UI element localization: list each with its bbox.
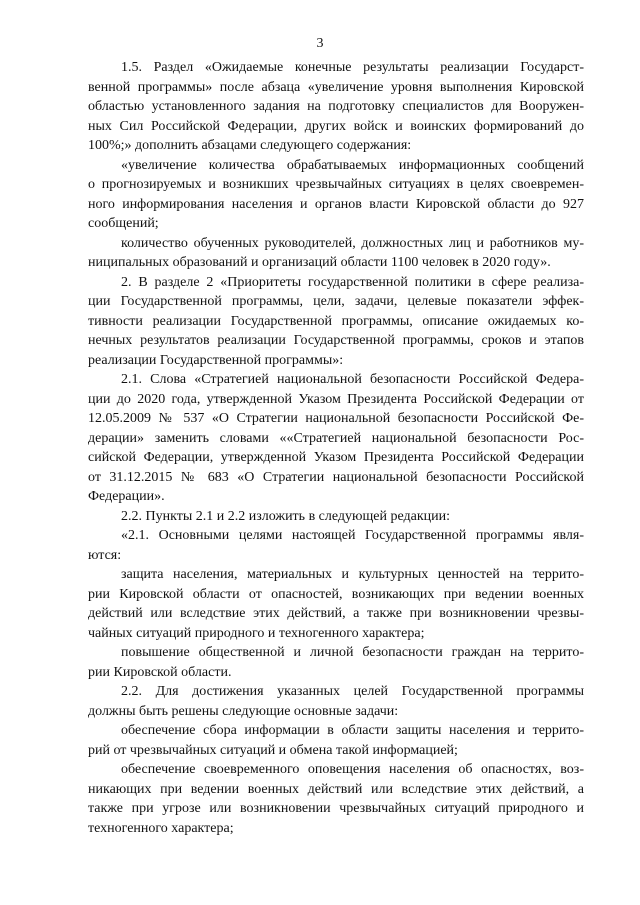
para-security — [88, 643, 584, 682]
text-line: 100%;» дополнить абзацами следующего содержания: — [88, 138, 412, 153]
para-2-2-tasks — [88, 682, 584, 721]
document-body — [88, 58, 584, 838]
text-line: ниципальных образований и организаций области 1100 человек в 2020 году». — [88, 255, 551, 270]
text-line: защита населения, материальных и культурных ценностей на террито- — [121, 567, 584, 582]
text-line: сийской Федерации, утвержденной Указом Президента Российской Федерации — [88, 450, 584, 465]
text-line: рии Кировской области от опасностей, возникающих при ведении военных — [88, 586, 584, 602]
text-line: Федерации». — [88, 489, 165, 504]
para-2 — [88, 273, 584, 371]
text-line: 2.2. Пункты 2.1 и 2.2 изложить в следующей редакции: — [121, 508, 451, 524]
text-line: венной программы» после абзаца «увеличение уровня выполнения Кировской — [88, 79, 584, 95]
text-line: сообщений; — [88, 216, 159, 231]
text-line: 2. В разделе 2 «Приоритеты государственной политики в сфере реализа- — [121, 274, 584, 290]
text-line: действий или вследствие этих действий, а также при возникновении чрезвы- — [88, 606, 584, 621]
text-line: нечных результатов реализации Государственной программы, сроков и этапов — [88, 333, 584, 348]
text-line: чайных ситуаций природного и техногенного характера; — [88, 625, 425, 641]
para-protection — [88, 565, 584, 643]
text-line: 12.05.2009 № 537 «О Стратегии национальной безопасности Российской Фе- — [88, 411, 584, 426]
text-line: областью установленного задания на подготовку специалистов для Вооружен- — [88, 99, 584, 114]
text-line: техногенного характера; — [88, 820, 234, 836]
para-info-collection — [88, 721, 584, 760]
para-notification — [88, 760, 584, 838]
text-line: должны быть решены следующие основные задачи: — [88, 703, 399, 719]
text-line: рий от чрезвычайных ситуаций и обмена такой информацией; — [88, 742, 458, 758]
text-line: «увеличение количества обрабатываемых информационных сообщений — [121, 157, 584, 173]
text-line: о прогнозируемых и возникших чрезвычайных ситуациях в целях своевремен- — [88, 177, 584, 192]
text-line: ных Сил Российской Федерации, других войск и воинских формирований до — [88, 118, 584, 134]
para-info-messages — [88, 156, 584, 234]
text-line: обеспечение сбора информации в области защиты населения и террито- — [121, 723, 584, 738]
text-line: дерации» заменить словами ««Стратегией национальной безопасности Рос- — [88, 430, 584, 446]
text-line: тивности реализации Государственной программы, описание ожидаемых ко- — [88, 313, 584, 329]
text-line: 1.5. Раздел «Ожидаемые конечные результаты реализации Государст- — [121, 60, 584, 75]
text-line: никающих при ведении военных действий или вследствие этих действий, а — [88, 781, 584, 797]
para-2-2-intro — [88, 507, 584, 527]
text-line: ции Государственной программы, цели, задачи, целевые показатели эффек- — [88, 294, 584, 309]
text-line: количество обученных руководителей, должностных лиц и работников му- — [121, 235, 584, 251]
text-line: повышение общественной и личной безопасности граждан на террито- — [121, 645, 584, 660]
text-line: ются: — [88, 547, 122, 563]
para-goals — [88, 526, 584, 565]
text-line: реализации Государственной программы»: — [88, 352, 344, 368]
para-1-5 — [88, 58, 584, 156]
text-line: обеспечение своевременного оповещения населения об опасностях, воз- — [121, 762, 584, 777]
para-trained-count — [88, 234, 584, 273]
text-line: рии Кировской области. — [88, 664, 232, 680]
text-line: от 31.12.2015 № 683 «О Стратегии национальной безопасности Российской — [88, 469, 584, 485]
para-2-1 — [88, 370, 584, 507]
text-line: также при угрозе или возникновении чрезвычайных ситуаций природного и — [88, 801, 584, 816]
text-line: 2.1. Слова «Стратегией национальной безопасности Российской Федера- — [121, 372, 584, 387]
text-line: ции до 2020 года, утвержденной Указом Президента Российской Федерации от — [88, 391, 584, 407]
text-line: «2.1. Основными целями настоящей Государственной программы явля- — [121, 528, 584, 543]
text-line: 2.2. Для достижения указанных целей Государственной программы — [121, 684, 584, 699]
text-line: ного информирования населения и органов власти Кировской области до 927 — [88, 196, 584, 212]
page-number: 3 — [316, 36, 324, 51]
